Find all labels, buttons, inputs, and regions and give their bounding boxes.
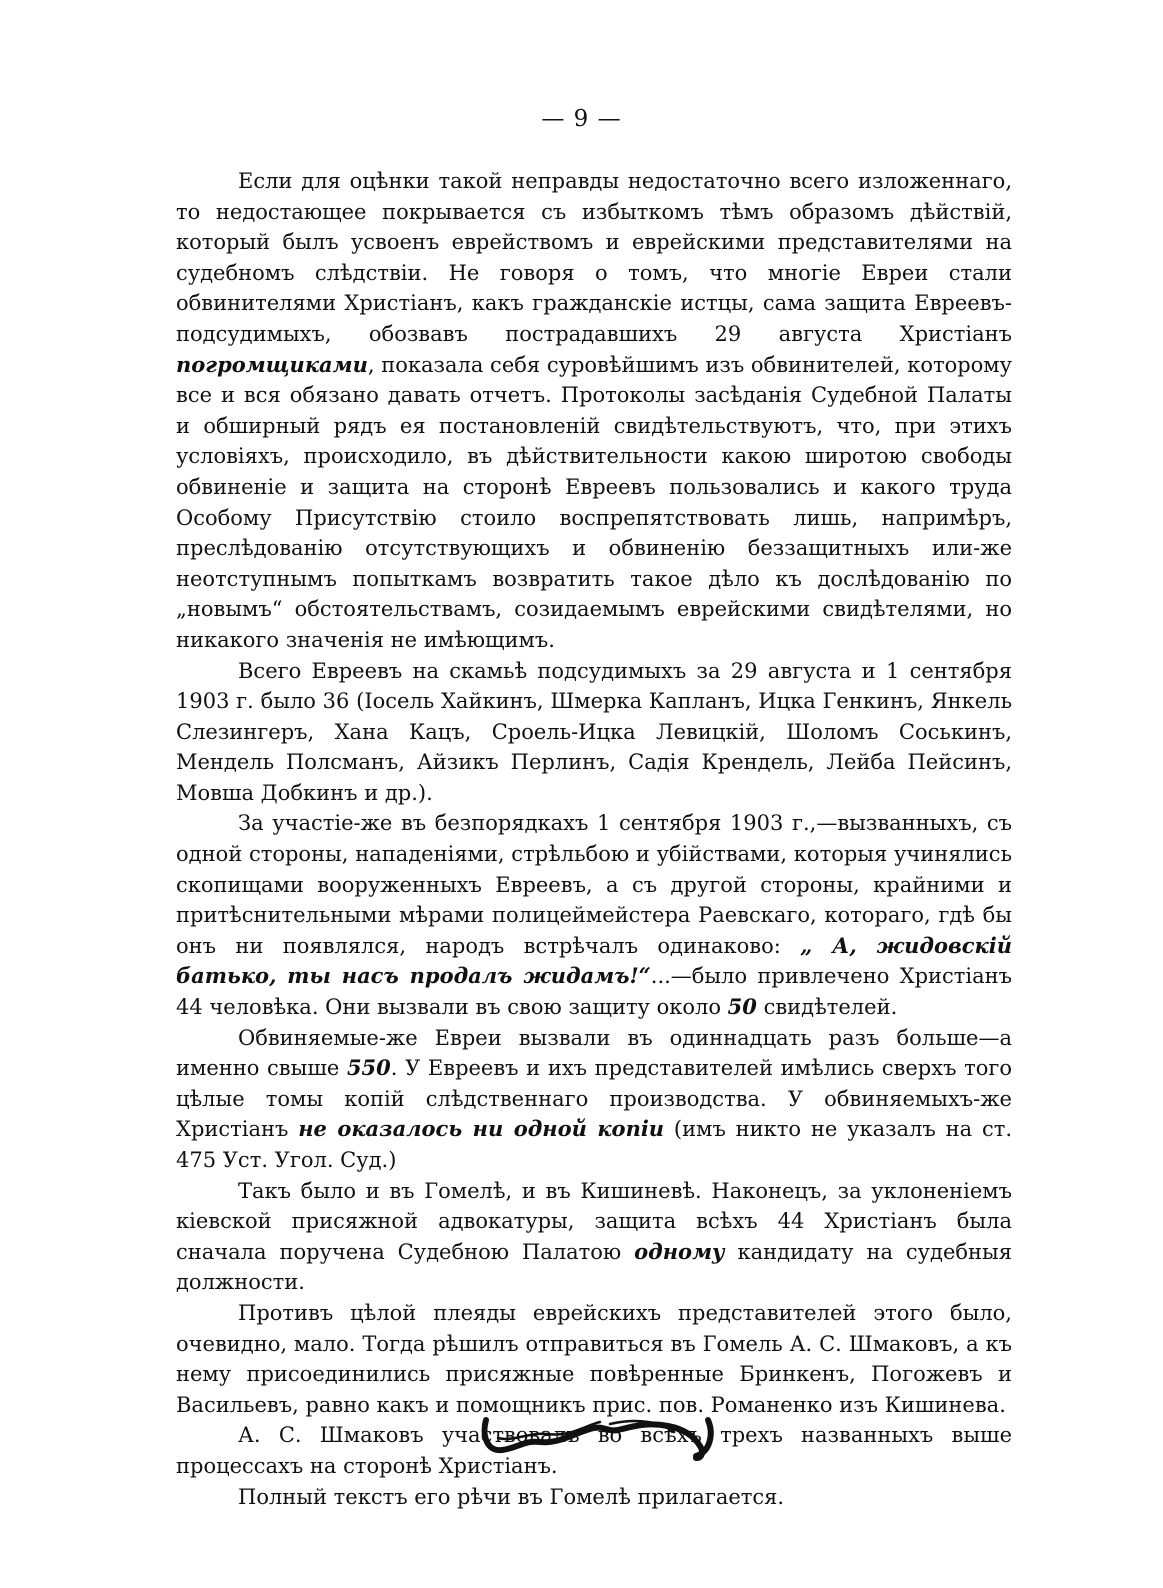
text-run: (имъ никто не указалъ на ст. 475 Уст. Угол. Суд.) [176, 1117, 1012, 1172]
paragraph [176, 1023, 1012, 1176]
text-run: свидѣтелей. [756, 995, 898, 1020]
text-run: Противъ цѣлой плеяды еврейскихъ представителей этого было, очевидно, мало. Тогда рѣшилъ отправиться въ Гомель А. С. Шмаковъ, а къ нему присоединились присяжные повѣренные Бринкенъ, Погожевъ и Васильевъ, равно какъ и помощникъ прис. пов. Романенко изъ Кишинева. [176, 1300, 1012, 1417]
text-run: , показала себя суровѣйшимъ изъ обвинителей, которому все и вся обязано давать отчетъ. Протоколы засѣданія Судебной Палаты и обширный рядъ ея постановленій свидѣтельствуютъ, что, при этихъ условіяхъ, происходило, въ дѣйствительности какою широтою свободы обвиненіе и защита на сторонѣ Евреевъ пользовались и какого труда Особому Присутствію стоило воспрепятствовать лишь, напримѣръ, преслѣдованію отсутствующихъ и обвиненію беззащитныхъ или-же неотступнымъ попыткамъ возвратить такое дѣло къ дослѣдованію по „новымъ“ обстоятельствамъ, созидаемымъ еврейскими свидѣтелями, но никакого значенія не имѣющимъ. [176, 352, 1012, 652]
text-run: А. С. Шмаковъ участвовалъ во всѣхъ трехъ названныхъ выше процессахъ на сторонѣ Христіанъ. [176, 1423, 1012, 1478]
page-number: — 9 — [541, 106, 622, 132]
text-run: ...—было привлечено Христіанъ 44 человѣка. Они вызвали въ свою защиту около [176, 964, 1012, 1020]
text-run: кандидату на судебныя должности. [176, 1239, 1012, 1295]
paragraph [176, 1482, 1012, 1513]
text-run: Всего Евреевъ на скамьѣ подсудимыхъ за 29 августа и 1 сентября 1903 г. было 36 (Іосель Хайкинъ, Шмерка Капланъ, Ицка Генкинъ, Янкель Слезингеръ, Хана Кацъ, Сроель-Ицка Левицкій, Шоломъ Соськинъ, Мендель Полсманъ, Айзикъ Перлинъ, Садія Крендель, Лейба Пейсинъ, Мовша Добкинъ и др.). [176, 658, 1012, 805]
paragraph [176, 1298, 1012, 1420]
emphasis: погромщиками [176, 351, 368, 377]
text-run: Такъ было и въ Гомелѣ, и въ Кишиневѣ. Наконецъ, за уклоненіемъ кіевской присяжной адвокатуры, защита всѣхъ 44 Христіанъ была сначала поручена Судебною Палатою [176, 1178, 1012, 1264]
body-text [176, 166, 1012, 1512]
emphasis: одному [634, 1238, 725, 1264]
emphasis: 50 [727, 994, 757, 1020]
emphasis: не оказалось ни одной копіи [298, 1116, 665, 1142]
emphasis: „ А, жидовскій батько, ты насъ продалъ жидамъ!“ [176, 932, 1013, 989]
text-run: . У Евреевъ и ихъ представителей имѣлись сверхъ того цѣлые томы копій слѣдственнаго производства. У обвиняемыхъ-же Христіанъ [176, 1056, 1012, 1142]
text-run: За участіе-же въ безпорядкахъ 1 сентября 1903 г.,—вызванныхъ, съ одной стороны, нападеніями, стрѣльбою и убійствами, которыя учинялись скопищами вооруженныхъ Евреевъ, а съ другой стороны, крайними и притѣснительными мѣрами полицеймейстера Раевскаго, котораго, гдѣ бы онъ ни появлялся, народъ встрѣчалъ одинаково: [176, 811, 1012, 958]
text-run: Если для оцѣнки такой неправды недостаточно всего изложеннаго, то недостающее покрывается съ избыткомъ тѣмъ образомъ дѣйствій, который былъ усвоенъ еврействомъ и еврейскими представителями на судебномъ слѣдствіи. Не говоря о томъ, что многіе Евреи стали обвинителями Христіанъ, какъ гражданскіе истцы, сама защита Евреевъ-подсудимыхъ, обозвавъ пострадавшихъ 29 августа Христіанъ [176, 169, 1012, 346]
ornament-divider [478, 1412, 716, 1462]
text-run: Обвиняемые-же Евреи вызвали въ одиннадцать разъ больше—а именно свыше [176, 1025, 1012, 1081]
paragraph [176, 808, 1012, 1022]
paragraph [176, 166, 1012, 656]
paragraph [176, 1176, 1012, 1298]
text-run: Полный текстъ его рѣчи въ Гомелѣ прилагается. [238, 1484, 785, 1509]
paragraph [176, 656, 1012, 809]
emphasis: 550 [346, 1055, 391, 1081]
